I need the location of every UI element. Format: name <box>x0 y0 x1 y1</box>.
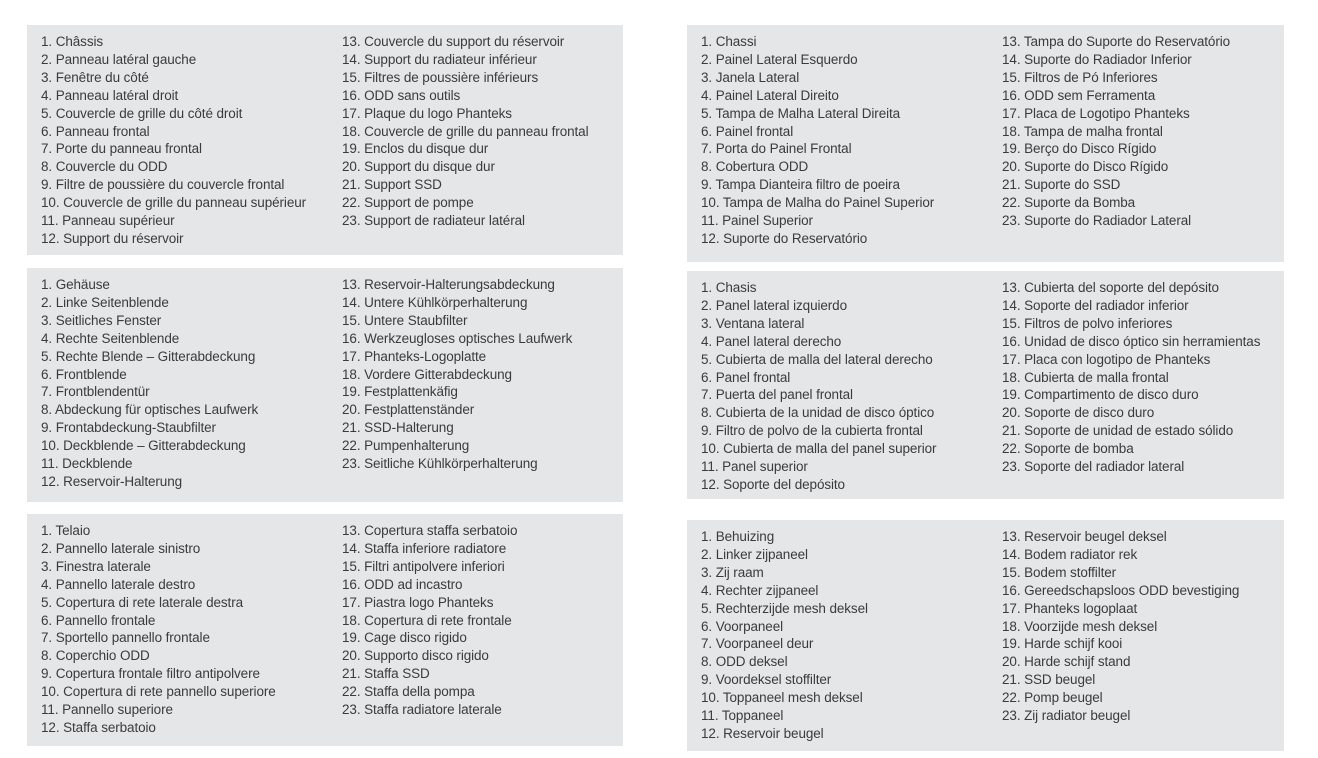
part-item: 9. Frontabdeckung-Staubfilter <box>41 420 216 436</box>
part-item: 6. Voorpaneel <box>701 618 784 634</box>
language-panel-spanish <box>687 271 1284 499</box>
part-item: 20. Harde schijf stand <box>1002 654 1131 670</box>
language-panel-german <box>27 268 623 502</box>
part-item: 19. Harde schijf kooi <box>1002 636 1123 652</box>
part-item: 8. ODD deksel <box>701 654 788 670</box>
part-item: 19. Festplattenkäfig <box>342 384 458 400</box>
part-item: 11. Pannello superiore <box>41 702 173 718</box>
part-item: 23. Seitliche Kühlkörperhalterung <box>342 456 538 472</box>
part-item: 4. Rechte Seitenblende <box>41 330 180 346</box>
part-item: 5. Cubierta de malla del lateral derecho <box>701 351 933 367</box>
language-panel-dutch <box>687 520 1284 751</box>
part-item: 1. Chasis <box>701 280 757 295</box>
part-item: 5. Couvercle de grille du côté droit <box>41 105 243 121</box>
part-item: 17. Plaque du logo Phanteks <box>342 105 512 121</box>
part-item: 22. Suporte da Bomba <box>1002 195 1136 211</box>
part-item: 4. Rechter zijpaneel <box>701 582 819 598</box>
part-item: 14. Suporte do Radiador Inferior <box>1002 51 1192 67</box>
part-item: 21. SSD-Halterung <box>342 420 454 436</box>
part-item: 2. Panel lateral izquierdo <box>701 297 847 313</box>
part-item: 10. Tampa de Malha do Painel Superior <box>701 195 935 211</box>
part-item: 12. Soporte del depósito <box>701 476 845 492</box>
part-item: 8. Cobertura ODD <box>701 159 809 175</box>
part-item: 13. Tampa do Suporte do Reservatório <box>1002 34 1231 49</box>
part-item: 13. Reservoir beugel deksel <box>1002 529 1167 544</box>
part-item: 1. Gehäuse <box>41 277 110 292</box>
part-item: 23. Zij radiator beugel <box>1002 708 1131 724</box>
part-item: 8. Abdeckung für optisches Laufwerk <box>41 402 259 418</box>
part-item: 19. Enclos du disque dur <box>342 141 489 157</box>
part-item: 7. Porte du panneau frontal <box>41 141 202 157</box>
part-item: 17. Piastra logo Phanteks <box>342 594 494 610</box>
part-item: 1. Châssis <box>41 34 104 49</box>
part-item: 5. Rechterzijde mesh deksel <box>701 600 868 616</box>
part-item: 7. Voorpaneel deur <box>701 636 814 652</box>
parts-column-right <box>1002 528 1270 725</box>
part-item: 17. Phanteks logoplaat <box>1002 600 1138 616</box>
language-panel-italian <box>27 514 623 746</box>
part-item: 7. Sportello pannello frontale <box>41 630 210 646</box>
part-item: 11. Toppaneel <box>701 708 784 724</box>
parts-column-left <box>41 522 342 737</box>
part-item: 2. Linke Seitenblende <box>41 294 169 310</box>
part-item: 11. Panel superior <box>701 459 808 475</box>
part-item: 1. Behuizing <box>701 529 775 544</box>
part-item: 7. Puerta del panel frontal <box>701 387 853 403</box>
part-item: 14. Bodem radiator rek <box>1002 546 1138 562</box>
part-item: 3. Janela Lateral <box>701 69 800 85</box>
part-item: 9. Copertura frontale filtro antipolvere <box>41 666 260 682</box>
part-item: 22. Soporte de bomba <box>1002 441 1134 457</box>
part-item: 18. Copertura di rete frontale <box>342 612 512 628</box>
part-item: 16. ODD ad incastro <box>342 576 463 592</box>
part-item: 6. Pannello frontale <box>41 612 156 628</box>
part-item: 10. Deckblende – Gitterabdeckung <box>41 438 246 454</box>
part-item: 11. Painel Superior <box>701 213 813 229</box>
part-item: 22. Staffa della pompa <box>342 684 475 700</box>
part-item: 10. Couvercle de grille du panneau supérieur <box>41 195 307 211</box>
part-item: 12. Reservoir beugel <box>701 725 824 741</box>
part-item: 16. Werkzeugloses optisches Laufwerk <box>342 330 573 346</box>
part-item: 20. Soporte de disco duro <box>1002 405 1155 421</box>
part-item: 7. Frontblendentür <box>41 384 150 400</box>
part-item: 11. Panneau supérieur <box>41 213 175 229</box>
part-item: 13. Copertura staffa serbatoio <box>342 523 518 538</box>
part-item: 21. Suporte do SSD <box>1002 177 1121 193</box>
part-item: 18. Couvercle de grille du panneau frontal <box>342 123 589 139</box>
part-item: 15. Filtres de poussière inférieurs <box>342 69 539 85</box>
part-item: 4. Panel lateral derecho <box>701 333 842 349</box>
part-item: 8. Cubierta de la unidad de disco óptico <box>701 405 935 421</box>
parts-column-right <box>342 522 609 719</box>
part-item: 4. Panneau latéral droit <box>41 87 179 103</box>
part-item: 3. Finestra laterale <box>41 558 151 574</box>
part-item: 9. Filtro de polvo de la cubierta frontal <box>701 423 923 439</box>
part-item: 11. Deckblende <box>41 456 133 472</box>
part-item: 18. Cubierta de malla frontal <box>1002 369 1169 385</box>
part-item: 13. Couvercle du support du réservoir <box>342 34 565 49</box>
part-item: 1. Chassi <box>701 34 757 49</box>
part-item: 15. Filtros de Pó Inferiores <box>1002 69 1158 85</box>
part-item: 3. Fenêtre du côté <box>41 69 149 85</box>
part-item: 10. Cubierta de malla del panel superior <box>701 441 937 457</box>
parts-column-left <box>701 279 1002 494</box>
parts-column-right <box>342 276 609 473</box>
part-item: 22. Pomp beugel <box>1002 690 1103 706</box>
part-item: 17. Placa de Logotipo Phanteks <box>1002 105 1190 121</box>
part-item: 4. Pannello laterale destro <box>41 576 196 592</box>
part-item: 19. Compartimento de disco duro <box>1002 387 1199 403</box>
part-item: 19. Berço do Disco Rígido <box>1002 141 1157 157</box>
part-item: 3. Ventana lateral <box>701 315 805 331</box>
part-item: 12. Suporte do Reservatório <box>701 230 868 246</box>
part-item: 13. Cubierta del soporte del depósito <box>1002 280 1219 295</box>
part-item: 14. Staffa inferiore radiatore <box>342 540 507 556</box>
language-panel-french <box>27 25 623 255</box>
part-item: 23. Support de radiateur latéral <box>342 213 525 229</box>
parts-column-left <box>41 33 342 248</box>
part-item: 10. Toppaneel mesh deksel <box>701 690 863 706</box>
part-item: 21. SSD beugel <box>1002 672 1096 688</box>
part-item: 2. Pannello laterale sinistro <box>41 540 201 556</box>
part-item: 23. Staffa radiatore laterale <box>342 702 502 718</box>
part-item: 10. Copertura di rete pannello superiore <box>41 684 276 700</box>
part-item: 16. Gereedschapsloos ODD bevestiging <box>1002 582 1240 598</box>
parts-column-right <box>1002 279 1270 476</box>
part-item: 12. Staffa serbatoio <box>41 719 156 735</box>
part-item: 4. Painel Lateral Direito <box>701 87 839 103</box>
part-item: 6. Panel frontal <box>701 369 791 385</box>
part-item: 12. Reservoir-Halterung <box>41 473 183 489</box>
part-item: 12. Support du réservoir <box>41 230 184 246</box>
part-item: 9. Voordeksel stoffilter <box>701 672 832 688</box>
part-item: 6. Painel frontal <box>701 123 794 139</box>
part-item: 20. Support du disque dur <box>342 159 495 175</box>
part-item: 23. Soporte del radiador lateral <box>1002 459 1185 475</box>
part-item: 19. Cage disco rigido <box>342 630 467 646</box>
part-item: 2. Panneau latéral gauche <box>41 51 197 67</box>
part-item: 22. Support de pompe <box>342 195 474 211</box>
part-item: 18. Vordere Gitterabdeckung <box>342 366 512 382</box>
part-item: 5. Copertura di rete laterale destra <box>41 594 244 610</box>
part-item: 20. Supporto disco rigido <box>342 648 489 664</box>
part-item: 16. ODD sem Ferramenta <box>1002 87 1156 103</box>
language-panel-portuguese <box>687 25 1284 262</box>
part-item: 2. Painel Lateral Esquerdo <box>701 51 858 67</box>
part-item: 9. Filtre de poussière du couvercle frontal <box>41 177 285 193</box>
part-item: 8. Coperchio ODD <box>41 648 150 664</box>
part-item: 7. Porta do Painel Frontal <box>701 141 852 157</box>
part-item: 5. Tampa de Malha Lateral Direita <box>701 105 901 121</box>
part-item: 20. Suporte do Disco Rígido <box>1002 159 1169 175</box>
parts-column-left <box>701 33 1002 248</box>
part-item: 15. Bodem stoffilter <box>1002 564 1117 580</box>
part-item: 17. Phanteks-Logoplatte <box>342 348 487 364</box>
part-item: 3. Zij raam <box>701 564 764 580</box>
part-item: 14. Support du radiateur inférieur <box>342 51 537 67</box>
parts-column-left <box>41 276 342 491</box>
part-item: 6. Panneau frontal <box>41 123 150 139</box>
part-item: 3. Seitliches Fenster <box>41 312 162 328</box>
part-item: 16. ODD sans outils <box>342 87 461 103</box>
part-item: 16. Unidad de disco óptico sin herramientas <box>1002 333 1261 349</box>
part-item: 21. Soporte de unidad de estado sólido <box>1002 423 1234 439</box>
parts-column-right <box>1002 33 1270 230</box>
parts-column-right <box>342 33 609 230</box>
part-item: 15. Filtros de polvo inferiores <box>1002 315 1173 331</box>
part-item: 8. Couvercle du ODD <box>41 159 168 175</box>
part-item: 1. Telaio <box>41 523 91 538</box>
part-item: 9. Tampa Dianteira filtro de poeira <box>701 177 900 193</box>
part-item: 2. Linker zijpaneel <box>701 546 808 562</box>
parts-column-left <box>701 528 1002 743</box>
part-item: 18. Voorzijde mesh deksel <box>1002 618 1158 634</box>
part-item: 20. Festplattenständer <box>342 402 475 418</box>
part-item: 18. Tampa de malha frontal <box>1002 123 1163 139</box>
part-item: 5. Rechte Blende – Gitterabdeckung <box>41 348 256 364</box>
part-item: 15. Untere Staubfilter <box>342 312 468 328</box>
part-item: 17. Placa con logotipo de Phanteks <box>1002 351 1211 367</box>
part-item: 21. Staffa SSD <box>342 666 430 682</box>
part-item: 21. Support SSD <box>342 177 442 193</box>
part-item: 15. Filtri antipolvere inferiori <box>342 558 505 574</box>
part-item: 22. Pumpenhalterung <box>342 438 470 454</box>
part-item: 14. Untere Kühlkörperhalterung <box>342 294 528 310</box>
part-item: 13. Reservoir-Halterungsabdeckung <box>342 277 555 292</box>
part-item: 6. Frontblende <box>41 366 127 382</box>
part-item: 23. Suporte do Radiador Lateral <box>1002 213 1192 229</box>
part-item: 14. Soporte del radiador inferior <box>1002 297 1189 313</box>
